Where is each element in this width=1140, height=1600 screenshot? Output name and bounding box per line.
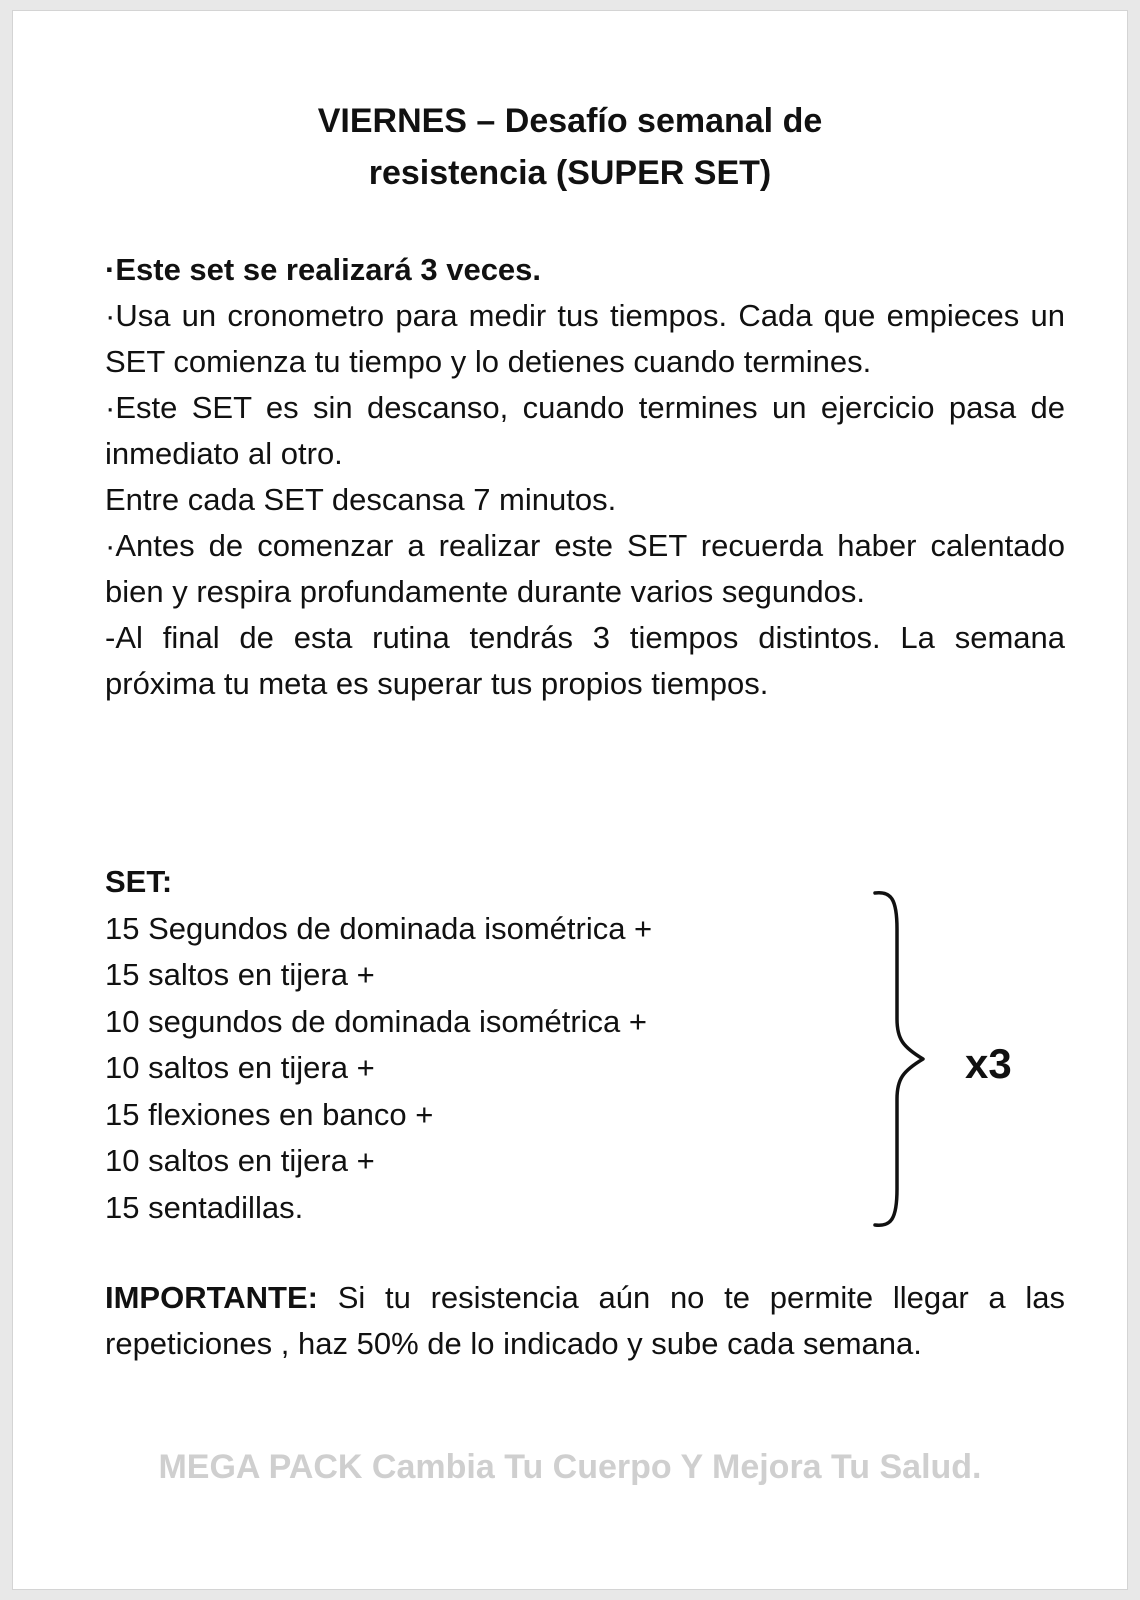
set-item: 15 flexiones en banco + — [105, 1096, 434, 1132]
instruction-repeat: ·Este set se realizará 3 veces. — [105, 252, 542, 287]
set-item: 10 segundos de dominada isométrica + — [105, 1003, 647, 1039]
curly-brace-icon — [873, 889, 933, 1229]
instruction-timer: ·Usa un cronometro para medir tus tiempos. Cada que empieces un SET comienza tu tiempo y lo detienes cuando termines. — [105, 298, 1065, 379]
repeat-multiplier: x3 — [965, 1040, 1012, 1087]
instruction-goal: -Al final de esta rutina tendrás 3 tiempos distintos. La semana próxima tu meta es superar tus propios tiempos. — [105, 620, 1065, 701]
document-page — [12, 10, 1128, 1590]
set-heading: SET: — [105, 864, 173, 899]
important-label: IMPORTANTE: — [105, 1280, 318, 1315]
instructions-block — [105, 247, 1065, 707]
set-item: 10 saltos en tijera + — [105, 1050, 375, 1085]
footer-brand: MEGA PACK Cambia Tu Cuerpo Y Mejora Tu Salud. — [158, 1448, 982, 1486]
set-item: 15 sentadillas. — [105, 1189, 304, 1225]
set-item: 15 Segundos de dominada isométrica + — [105, 910, 653, 946]
page-title — [13, 95, 1127, 199]
instruction-warmup: ·Antes de comenzar a realizar este SET recuerda haber calentado bien y respira profundamente durante varios segundos. — [105, 528, 1065, 609]
title-line-1: VIERNES – Desafío semanal de — [317, 102, 823, 140]
set-item: 10 saltos en tijera + — [105, 1143, 375, 1178]
set-item: 15 saltos en tijera + — [105, 957, 375, 992]
instruction-no-rest: ·Este SET es sin descanso, cuando termines un ejercicio pasa de inmediato al otro. — [105, 390, 1065, 471]
important-text: Si tu resistencia aún no te permite llegar a las repeticiones , haz 50% de lo indicado y sube cada semana. — [105, 1280, 1065, 1361]
instruction-rest-between: Entre cada SET descansa 7 minutos. — [105, 482, 617, 517]
important-paragraph — [105, 1275, 1065, 1367]
important-note — [105, 1275, 1065, 1367]
set-list — [105, 859, 865, 1231]
title-line-2: resistencia (SUPER SET) — [368, 154, 772, 192]
